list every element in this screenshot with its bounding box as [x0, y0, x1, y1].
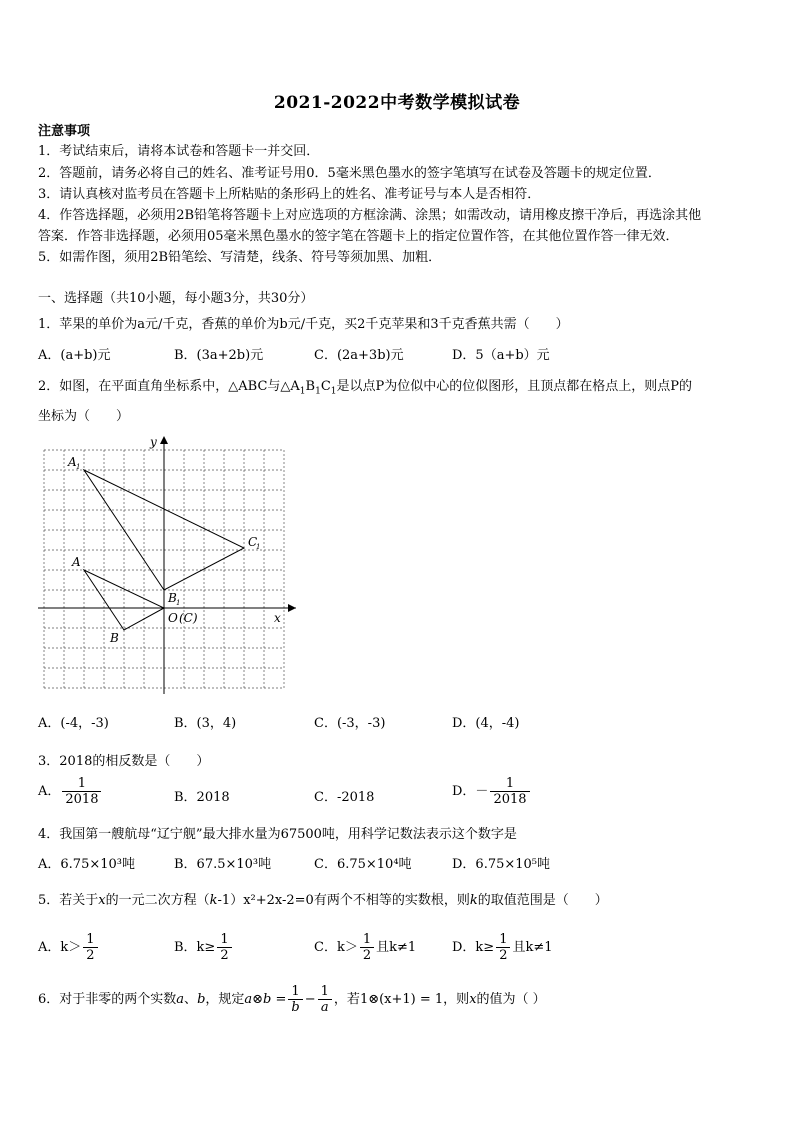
x-axis-label: x [274, 611, 281, 625]
q2-option-b: B．(3，4) [174, 716, 237, 731]
y-axis-arrow-icon [160, 436, 168, 444]
q1-option-d: D．5（a+b）元 [452, 348, 550, 363]
question-3-stem: 3．2018的相反数是（ ） [38, 754, 210, 769]
label-c-paren: (C) [179, 611, 198, 625]
q2-option-a: A．(-4，-3) [38, 716, 109, 731]
notice-item: 2．答题前，请务必将自己的姓名、准考证号用0．5毫米黑色墨水的签字笔填写在试卷及答题卡的规定位置． [38, 166, 661, 181]
x-axis-arrow-icon [288, 604, 296, 612]
q3-option-b: B．2018 [174, 790, 230, 805]
q4-option-d: D．6.75×10⁵吨 [452, 857, 551, 872]
q4-option-a: A．6.75×10³吨 [38, 857, 135, 872]
notice-item: 答案．作答非选择题，必须用05毫米黑色墨水的签字笔在答题卡上的指定位置作答，在其他位置作答一律无效． [38, 229, 679, 244]
label-b1: B [168, 591, 177, 605]
notice-item: 1．考试结束后，请将本试卷和答题卡一并交回． [38, 144, 320, 159]
q5-option-a: A．k＞ $\frac{1}{2}$ [38, 932, 100, 963]
label-b: B [110, 631, 119, 645]
page-title: 2021-2022中考数学模拟试卷 [273, 93, 521, 113]
q4-option-b: B．67.5×10³吨 [174, 857, 272, 872]
q5-option-b: B．k≥ $\frac{1}{2}$ [174, 932, 234, 963]
q1-option-c: C．(2a+3b)元 [314, 348, 404, 363]
notice-item: 3．请认真核对监考员在答题卡上所粘贴的条形码上的姓名、准考证号与本人是否相符． [38, 187, 541, 202]
y-axis-label: y [150, 435, 157, 449]
question-6-stem: 6．对于非零的两个实数a、b，规定a⊗b = $\frac{1}{b}$ − $\frac{1}{a}$ ，若1⊗(x+1) = 1，则x的值为（ ） [38, 984, 546, 1015]
q3-option-a: A． $\frac{1}{2018}$ [38, 776, 103, 807]
q3-option-d: D．－ $\frac{1}{2018}$ [452, 776, 532, 807]
question-2-stem: 2．如图，在平面直角坐标系中，△ABC与$\triangle A_1B_1C_1$是以点P为位似中心的位似图形，且顶点都在格点上，则点P的 [38, 379, 693, 397]
q5-option-c: C．k＞ $\frac{1}{2}$ 且k≠1 [314, 932, 417, 963]
section-heading: 一、选择题（共10小题，每小题3分，共30分） [38, 291, 314, 306]
notice-item: 4．作答选择题，必须用2B铅笔将答题卡上对应选项的方框涂满、涂黑；如需改动，请用橡皮擦干净后，再选涂其他 [38, 208, 702, 223]
label-c1: C [248, 535, 258, 549]
label-a1-sub: 1 [76, 463, 81, 471]
q2-option-c: C．(-3，-3) [314, 716, 386, 731]
question-1-stem: 1．苹果的单价为a元/千克，香蕉的单价为b元/千克，买2千克苹果和3千克香蕉共需（ ） [38, 317, 569, 332]
label-o: O [168, 611, 178, 625]
q1-option-a: A．(a+b)元 [38, 348, 111, 363]
question-5-stem: 5．若关于x的一元二次方程（k-1）x²+2x-2=0有两个不相等的实数根，则k的取值范围是（ ） [38, 893, 608, 908]
label-a1: A [68, 455, 77, 469]
label-a: A [72, 555, 81, 569]
label-c1-sub: 1 [256, 543, 261, 551]
notice-item: 5．如需作图，须用2B铅笔绘、写清楚，线条、符号等须加黑、加粗． [38, 250, 442, 265]
label-b1-sub: 1 [176, 599, 181, 607]
q3-option-c: C．-2018 [314, 790, 375, 805]
question-2-stem-line2: 坐标为（ ） [38, 409, 130, 424]
q5-option-d: D．k≥ $\frac{1}{2}$ 且k≠1 [452, 932, 553, 963]
q2-option-d: D．(4，-4) [452, 716, 520, 731]
q4-option-c: C．6.75×10⁴吨 [314, 857, 412, 872]
coordinate-grid-figure [38, 432, 318, 694]
notice-heading: 注意事项 [38, 124, 91, 139]
question-4-stem: 4．我国第一艘航母“辽宁舰”最大排水量为67500吨，用科学记数法表示这个数字是 [38, 827, 517, 842]
q1-option-b: B．(3a+2b)元 [174, 348, 264, 363]
